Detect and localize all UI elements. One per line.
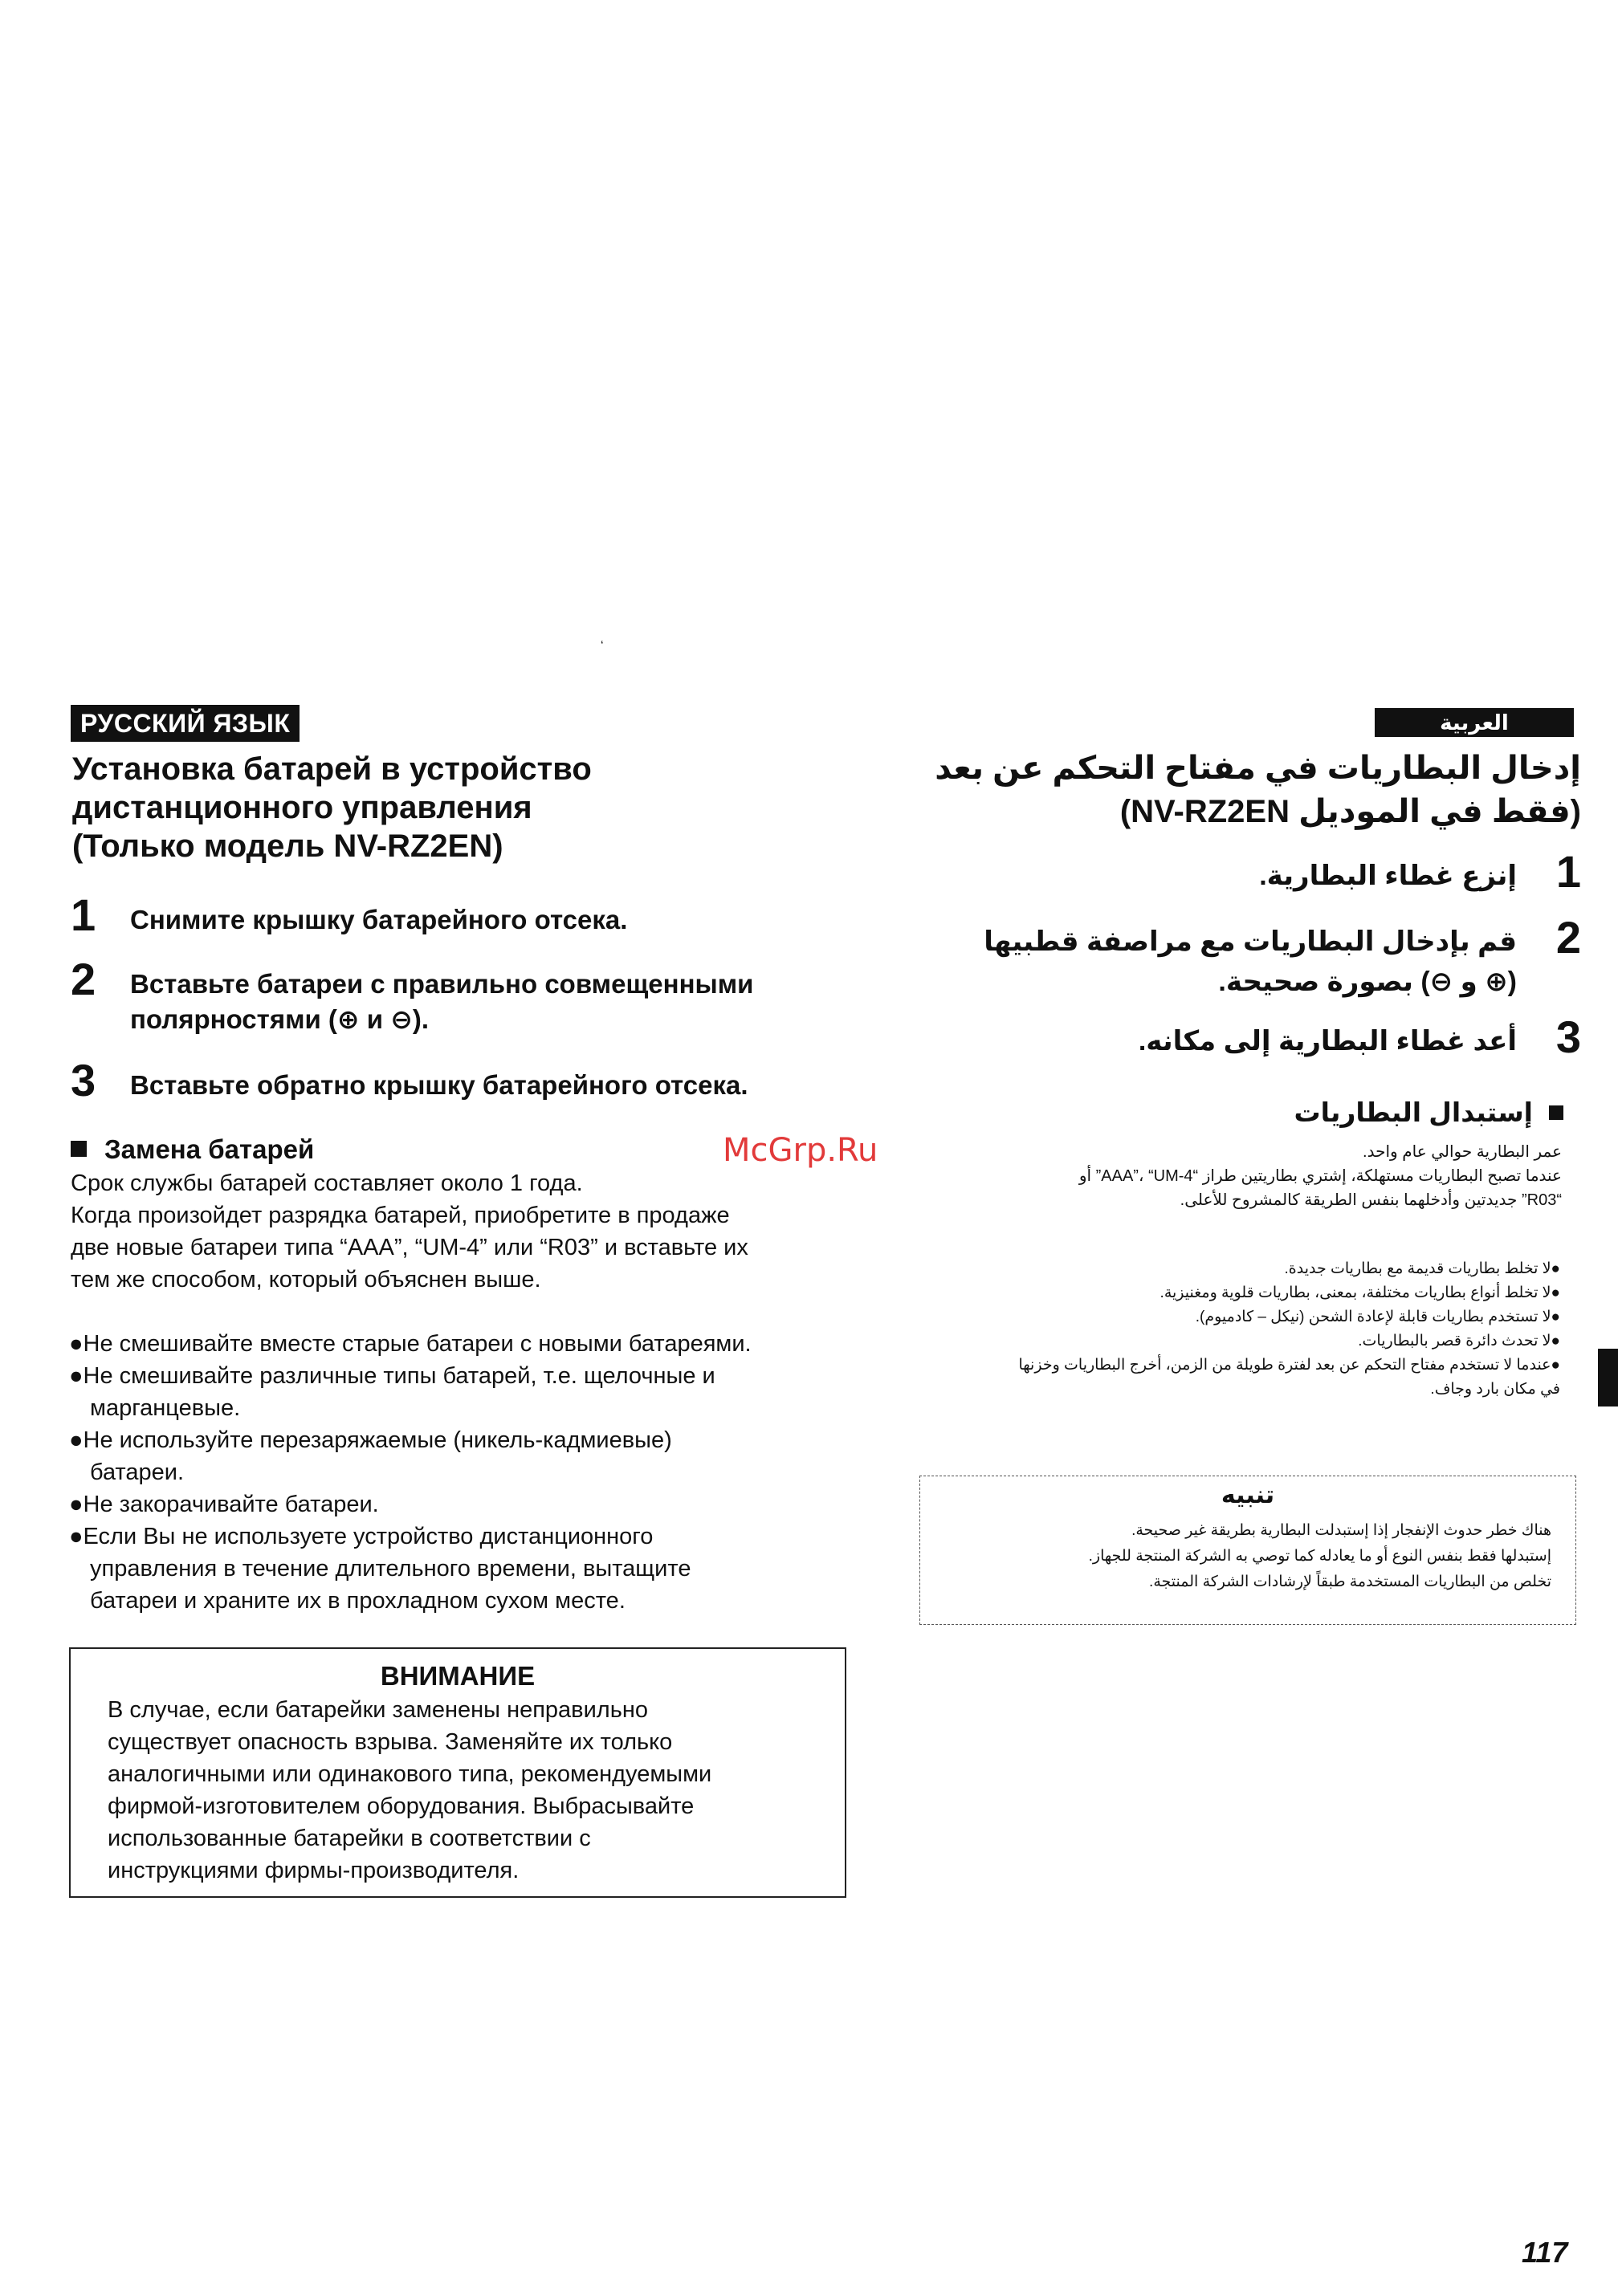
step-line: полярностями (⊕ и ⊖). [130,1004,430,1034]
page-number: 117 [1522,2236,1568,2269]
step-number: 2 [1555,912,1581,963]
caution-body [941,1518,1551,1595]
step-line: (⊕ و ⊖) بصورة صحيحة. [1218,967,1517,997]
step-line: قم بإدخال البطاريات مع مراصفة قطبيها [984,926,1517,957]
bullet-item: ●Если Вы не используете устройство дистанционного [69,1524,654,1549]
arabic-title [858,747,1581,833]
russian-title-line: (Только модель NV-RZ2EN) [72,828,503,864]
paragraph-line: две новые батареи типа “AAA”, “UM-4” или “R03” и вставьте их [71,1235,748,1260]
section-title: إستبدال البطاريات [1294,1097,1533,1127]
section-title: Замена батарей [104,1134,315,1164]
paragraph-line: عندما تصبح البطاريات مستهلكة، إشتري بطاريتين طراز “AAA”، “UM-4” أو [1078,1167,1562,1185]
paragraph-line: тем же способом, который объяснен выше. [71,1267,541,1293]
step-number: 2 [71,954,96,1004]
paragraph-line: Когда произойдет разрядка батарей, приобретите в продаже [71,1203,730,1228]
paragraph-line: عمر البطارية حوالي عام واحد. [1363,1143,1562,1161]
step-text [826,856,1517,896]
bullet-item: ●Не используйте перезаряжаемые (никель-кадмиевые) [69,1427,672,1453]
step-text [826,1021,1517,1061]
arabic-language-label: العربية [1375,708,1574,737]
bullet-item: ●لا تخلط أنواع بطاريات مختلفة، بمعنى، بطاريات قلوية ومغنيزية. [1159,1284,1560,1301]
section-tab-marker [1598,1349,1618,1407]
step-number: 1 [71,889,96,940]
bullet-item: ●Не закорачивайте батареи. [69,1492,379,1517]
paragraph-line: “R03” جديدتين وأدخلهما بنفس الطريقة كالمشروح للأعلى. [1180,1191,1562,1209]
step-line: أعد غطاء البطارية إلى مكانه. [1138,1026,1517,1056]
bullet-item: ●عندما لا تستخدم مفتاح التحكم عن بعد لفترة طويلة من الزمن، أخرج البطاريات وخزنها [1018,1357,1560,1374]
caution-title: تنبيه [1221,1482,1275,1508]
russian-title-line: дистанционного управления [72,790,532,825]
russian-paragraph [71,1167,874,1296]
bullet-item: ●Не смешивайте вместе старые батареи с новыми батареями. [69,1331,752,1357]
caution-line: аналогичными или одинакового типа, рекомендуемыми [108,1761,712,1787]
arabic-title-line: إدخال البطاريات في مفتاح التحكم عن بعد [935,751,1581,786]
russian-section-heading [71,1132,314,1167]
step-line: إنزع غطاء البطارية. [1259,861,1517,891]
russian-language-label: РУССКИЙ ЯЗЫК [71,705,300,742]
caution-line: фирмой-изготовителем оборудования. Выбрасывайте [108,1793,695,1819]
step-number: 3 [71,1055,96,1105]
paragraph-line: Срок службы батарей составляет около 1 года. [71,1170,583,1196]
step-number: 1 [1555,846,1581,897]
russian-bullet-list [69,1328,872,1617]
step-line: Снимите крышку батарейного отсека. [130,905,628,934]
bullet-item: ●لا تخلط بطاريات قديمة مع بطاريات جديدة. [1284,1260,1560,1277]
caution-line: существует опасность взрыва. Заменяйте их только [108,1729,673,1755]
russian-title [72,750,795,865]
caution-line: инструкциями фирмы-производителя. [108,1858,520,1883]
bullet-item-continued: марганцевые. [90,1395,241,1421]
step-line: Вставьте обратно крышку батарейного отсека. [130,1070,748,1100]
step-text [130,1068,877,1103]
arabic-bullet-list [838,1257,1560,1402]
russian-caution-box [69,1647,846,1898]
bullet-item-continued: батареи. [90,1459,185,1485]
bullet-item: ●لا تستخدم بطاريات قابلة لإعادة الشحن (نيكل – كادميوم). [1195,1309,1560,1325]
watermark: McGrp.Ru [723,1132,878,1169]
caution-title: ВНИМАНИЕ [380,1661,536,1691]
square-bullet-icon [1549,1105,1563,1120]
arabic-title-line: (فقط في الموديل NV-RZ2EN) [1119,794,1581,829]
bullet-item-continued: في مكان بارد وجاف. [1430,1381,1560,1398]
stray-mark: ‘ [601,639,604,653]
caution-body [108,1694,711,1887]
caution-line: هناك خطر حدوث الإنفجار إذا إستبدلت البطارية بطريقة غير صحيحة. [1131,1522,1551,1539]
russian-title-line: Установка батарей в устройство [72,751,592,787]
caution-line: использованные батарейки в соответствии с [108,1826,591,1851]
bullet-item: ●Не смешивайте различные типы батарей, т.е. щелочные и [69,1363,715,1389]
bullet-item-continued: батареи и храните их в прохладном сухом месте. [90,1588,626,1614]
arabic-paragraph [871,1140,1562,1212]
step-text [130,967,877,1037]
arabic-caution-box [919,1476,1576,1625]
caution-line: В случае, если батарейки заменены неправильно [108,1697,648,1723]
bullet-item-continued: управления в течение длительного времени, вытащите [90,1556,691,1582]
arabic-section-heading [1294,1095,1563,1130]
step-text [826,922,1517,1002]
square-bullet-icon [71,1141,87,1157]
step-number: 3 [1555,1012,1581,1062]
step-text [130,902,877,938]
step-line: Вставьте батареи с правильно совмещенными [130,969,754,999]
caution-line: إستبدلها فقط بنفس النوع أو ما يعادله كما توصي به الشركة المنتجة للجهاز. [1088,1548,1551,1565]
caution-line: تخلص من البطاريات المستخدمة طبقاً لإرشادات الشركة المنتجة. [1149,1573,1551,1590]
bullet-item: ●لا تحدث دائرة قصر بالبطاريات. [1358,1333,1560,1350]
